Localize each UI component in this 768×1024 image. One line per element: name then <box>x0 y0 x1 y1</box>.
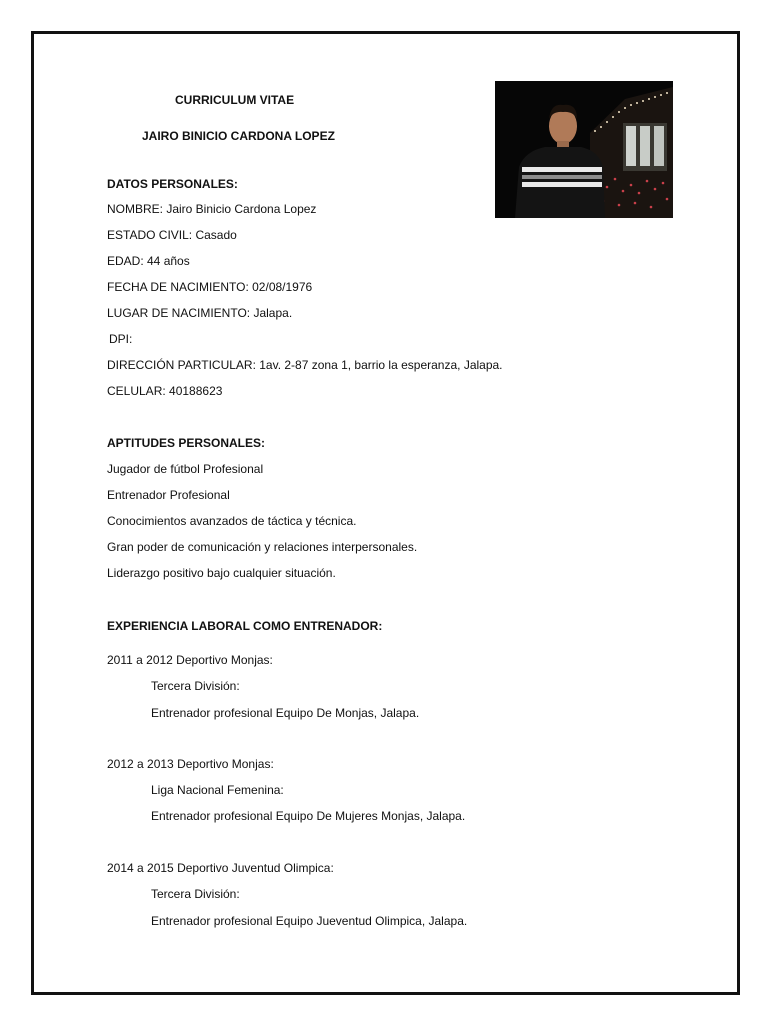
experience-division: Tercera División: <box>151 679 240 693</box>
name-heading: JAIRO BINICIO CARDONA LOPEZ <box>142 129 335 143</box>
experience-division: Liga Nacional Femenina: <box>151 783 284 797</box>
field-nombre: NOMBRE: Jairo Binicio Cardona Lopez <box>107 202 317 216</box>
experience-role: Entrenador profesional Equipo De Mujeres Monjas, Jalapa. <box>151 809 466 823</box>
field-lugar-nacimiento: LUGAR DE NACIMIENTO: Jalapa. <box>107 306 293 320</box>
experience-role: Entrenador profesional Equipo De Monjas, Jalapa. <box>151 706 420 720</box>
experience-division: Tercera División: <box>151 887 240 901</box>
portrait-photo <box>495 81 673 218</box>
field-direccion: DIRECCIÓN PARTICULAR: 1av. 2-87 zona 1, barrio la esperanza, Jalapa. <box>107 358 503 372</box>
field-dpi: DPI: <box>109 332 133 346</box>
aptitudes-heading: APTITUDES PERSONALES: <box>107 436 266 450</box>
field-celular: CELULAR: 40188623 <box>107 384 223 398</box>
experience-period: 2012 a 2013 Deportivo Monjas: <box>107 757 274 771</box>
aptitude-item: Conocimientos avanzados de táctica y técnica. <box>107 514 357 528</box>
field-estado-civil: ESTADO CIVIL: Casado <box>107 228 237 242</box>
personal-heading: DATOS PERSONALES: <box>107 177 238 191</box>
aptitude-item: Entrenador Profesional <box>107 488 230 502</box>
portrait-photo-icon <box>495 81 673 218</box>
aptitude-item: Gran poder de comunicación y relaciones interpersonales. <box>107 540 418 554</box>
field-edad: EDAD: 44 años <box>107 254 190 268</box>
field-fecha-nacimiento: FECHA DE NACIMIENTO: 02/08/1976 <box>107 280 313 294</box>
experience-period: 2011 a 2012 Deportivo Monjas: <box>107 653 273 667</box>
aptitude-item: Jugador de fútbol Profesional <box>107 462 264 476</box>
aptitude-item: Liderazgo positivo bajo cualquier situación. <box>107 566 336 580</box>
document-title: CURRICULUM VITAE <box>175 93 295 107</box>
experience-role: Entrenador profesional Equipo Jueventud Olimpica, Jalapa. <box>151 914 468 928</box>
experience-heading: EXPERIENCIA LABORAL COMO ENTRENADOR: <box>107 619 383 633</box>
experience-period: 2014 a 2015 Deportivo Juventud Olimpica: <box>107 861 334 875</box>
